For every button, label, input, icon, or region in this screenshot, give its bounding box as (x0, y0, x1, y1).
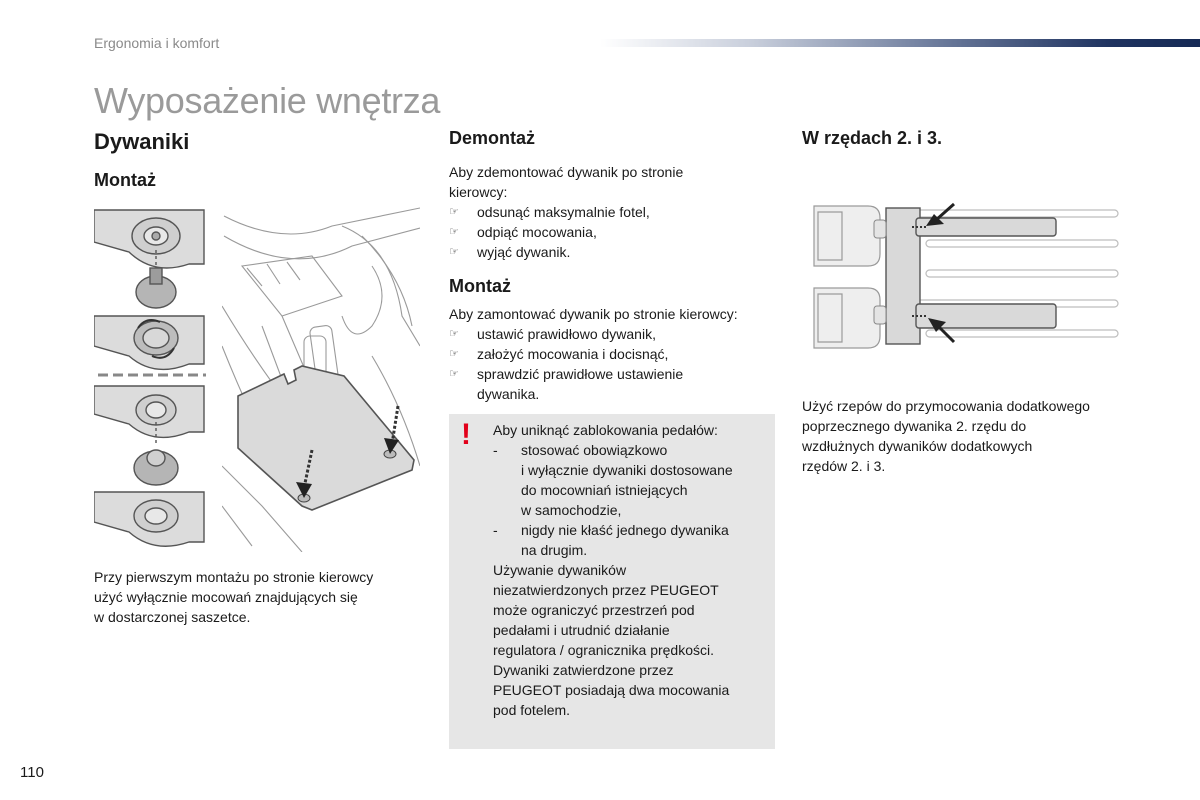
warning-intro: Aby uniknąć zablokowania pedałów: (493, 422, 718, 438)
hand-bullet-icon: ☞ (449, 206, 459, 218)
list-item-text: odsunąć maksymalnie fotel, (477, 204, 650, 220)
list-item-line: nigdy nie kłaść jednego dywanika (521, 522, 729, 538)
fastener-illustration (94, 206, 210, 552)
list-item (493, 440, 763, 520)
page-title: Wyposażenie wnętrza (94, 80, 441, 121)
warning-para-line: Używanie dywaników (493, 562, 627, 578)
list-item-line: do mocowniań istniejących (521, 482, 688, 498)
montaz-intro: Aby zamontować dywanik po stronie kierowcy: (449, 306, 738, 322)
warning-para-line: regulatora / ogranicznika prędkości. (493, 642, 715, 658)
list-item (449, 202, 769, 222)
dash-bullet: - (493, 442, 498, 458)
list-item (449, 222, 769, 242)
right-text-line: Użyć rzepów do przymocowania dodatkowego (802, 398, 1090, 414)
warning-para-line: PEUGEOT posiadają dwa mocowania (493, 682, 730, 698)
heading-dywaniki: Dywaniki (94, 129, 190, 154)
list-item-text: ustawić prawidłowo dywanik, (477, 326, 656, 342)
heading-montaz-left: Montaż (94, 170, 156, 190)
hand-bullet-icon: ☞ (449, 328, 459, 340)
warning-para-line: Dywaniki zatwierdzone przez (493, 662, 674, 678)
hand-bullet-icon: ☞ (449, 246, 459, 258)
warning-exclamation-icon: ! (461, 418, 471, 451)
dash-bullet: - (493, 522, 498, 538)
list-item-line: na drugim. (521, 542, 588, 558)
list-item-text: założyć mocowania i docisnąć, (477, 346, 669, 362)
list-item-line: i wyłącznie dywaniki dostosowane (521, 462, 733, 478)
rear-mats-illustration (808, 196, 1120, 352)
list-item-text: wyjąć dywanik. (477, 244, 571, 260)
warning-para-line: pedałami i utrudnić działanie (493, 622, 670, 638)
list-item-text: odpiąć mocowania, (477, 224, 597, 240)
right-text-line: rzędów 2. i 3. (802, 458, 886, 474)
warning-para-line: pod fotelem. (493, 702, 571, 718)
page-number: 110 (20, 764, 44, 781)
montaz-list (449, 324, 774, 404)
list-item (493, 520, 763, 560)
left-caption (94, 567, 424, 627)
demontaz-section (449, 162, 769, 262)
header-accent-bar (600, 39, 1200, 47)
montaz-section (449, 304, 774, 404)
warning-text (493, 420, 763, 720)
warning-para-line: niezatwierdzonych przez PEUGEOT (493, 582, 719, 598)
car-floor-illustration (222, 206, 420, 552)
demontaz-intro-line: kierowcy: (449, 184, 508, 200)
caption-line: Przy pierwszym montażu po stronie kierowcy (94, 569, 374, 585)
heading-montaz-middle: Montaż (449, 276, 511, 296)
list-item-line: w samochodzie, (521, 502, 622, 518)
warning-list (493, 440, 763, 560)
demontaz-intro-line: Aby zdemontować dywanik po stronie (449, 164, 684, 180)
list-item-line: stosować obowiązkowo (521, 442, 668, 458)
list-item (449, 242, 769, 262)
list-item (449, 324, 774, 344)
hand-bullet-icon: ☞ (449, 348, 459, 360)
right-text (802, 396, 1182, 476)
list-item (449, 344, 774, 364)
hand-bullet-icon: ☞ (449, 226, 459, 238)
hand-bullet-icon: ☞ (449, 368, 459, 380)
list-item (449, 364, 774, 404)
section-header: Ergonomia i komfort (94, 35, 220, 51)
heading-demontaz: Demontaż (449, 128, 536, 148)
list-item-text: dywanika. (477, 386, 540, 402)
caption-line: w dostarczonej saszetce. (94, 609, 251, 625)
caption-line: użyć wyłącznie mocowań znajdujących się (94, 589, 358, 605)
demontaz-list (449, 202, 769, 262)
right-text-line: poprzecznego dywanika 2. rzędu do (802, 418, 1027, 434)
list-item-text: sprawdzić prawidłowe ustawienie (477, 366, 684, 382)
warning-para-line: może ograniczyć przestrzeń pod (493, 602, 695, 618)
heading-rows-2-3: W rzędach 2. i 3. (802, 128, 943, 148)
right-text-line: wzdłużnych dywaników dodatkowych (802, 438, 1033, 454)
